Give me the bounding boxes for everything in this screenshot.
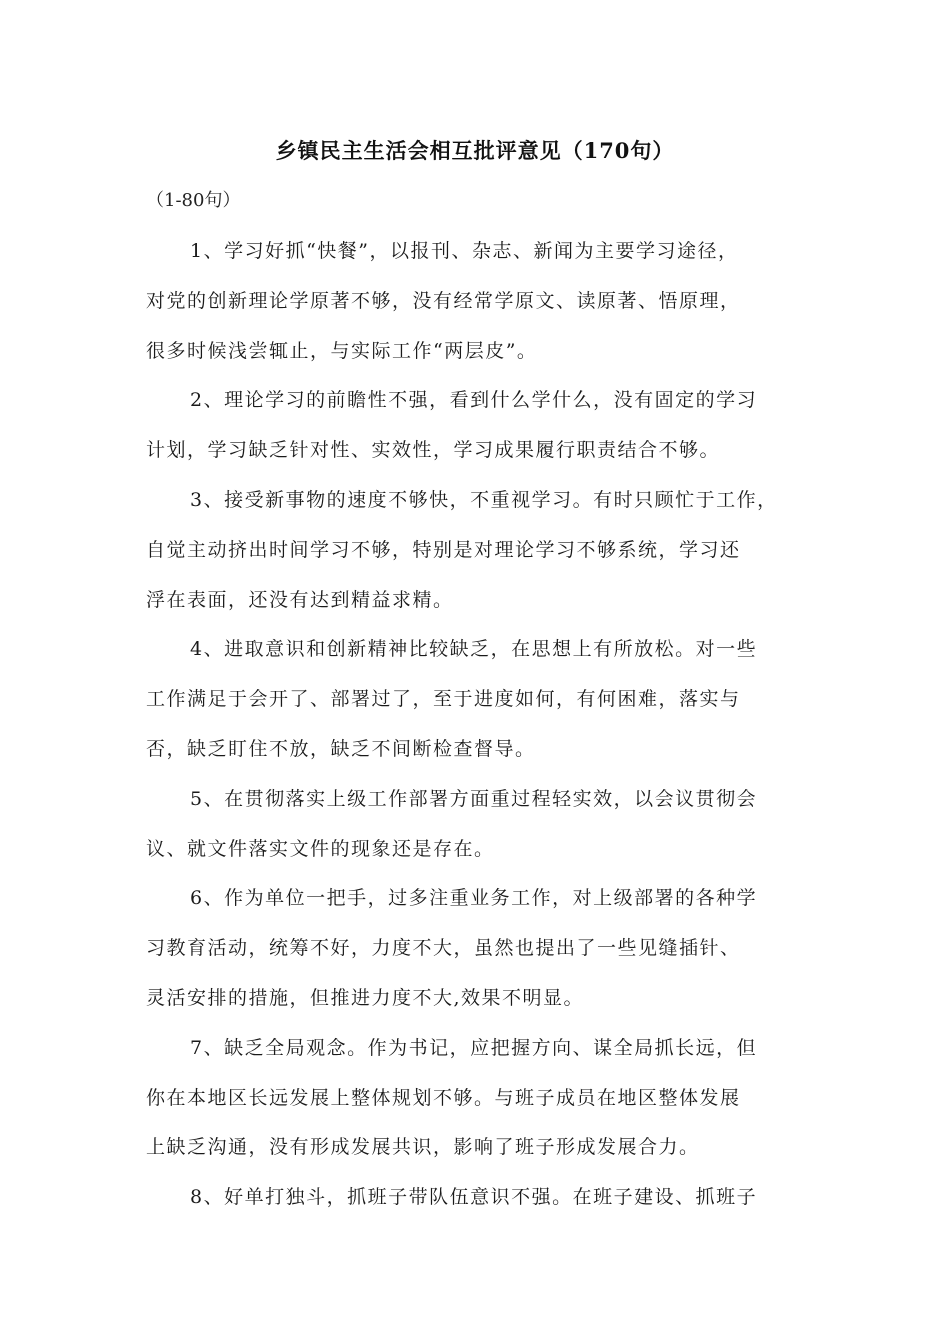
body-text-line: 8、好单打独斗，抓班子带队伍意识不强。在班子建设、抓班子 [190,1186,758,1209]
body-text-line: 你在本地区长远发展上整体规划不够。与班子成员在地区整体发展 [146,1086,741,1109]
body-text-line: 很多时候浅尝辄止，与实际工作“两层皮”。 [146,339,538,362]
body-text-line: 5、在贯彻落实上级工作部署方面重过程轻实效，以会议贯彻会 [190,787,758,810]
body-text-line: 2、理论学习的前瞻性不强，看到什么学什么，没有固定的学习 [190,389,758,412]
body-text-line: 自觉主动挤出时间学习不够，特别是对理论学习不够系统，学习还 [146,538,741,561]
document-title: 乡镇民主生活会相互批评意见（170句） [275,138,675,163]
body-text-line: 计划，学习缺乏针对性、实效性，学习成果履行职责结合不够。 [146,439,721,462]
document-subtitle: （1-80句） [146,190,241,211]
body-text-line: 上缺乏沟通，没有形成发展共识，影响了班子形成发展合力。 [146,1136,700,1159]
body-text-line: 浮在表面，还没有达到精益求精。 [146,588,454,611]
body-text-line: 否，缺乏盯住不放，缺乏不间断检查督导。 [146,737,536,760]
body-text-line: 6、作为单位一把手，过多注重业务工作，对上级部署的各种学 [190,887,758,910]
body-text-line: 议、就文件落实文件的现象还是存在。 [146,837,495,860]
body-text-line: 7、缺乏全局观念。作为书记，应把握方向、谋全局抓长远，但 [190,1036,758,1059]
body-text-line: 灵活安排的措施，但推进力度不大,效果不明显。 [146,986,585,1009]
body-text-line: 习教育活动，统筹不好，力度不大，虽然也提出了一些见缝插针、 [146,937,741,960]
body-text-line: 1、学习好抓“快餐”，以报刊、杂志、新闻为主要学习途径， [190,240,739,262]
body-text-line: 工作满足于会开了、部署过了，至于进度如何，有何困难，落实与 [146,688,741,711]
body-text-line: 3、接受新事物的速度不够快，不重视学习。有时只顾忙于工作， [190,488,778,511]
body-text-line: 对党的创新理论学原著不够，没有经常学原文、读原著、悟原理， [146,289,741,312]
body-text-line: 4、进取意识和创新精神比较缺乏，在思想上有所放松。对一些 [190,638,758,661]
document-body [146,231,811,1227]
